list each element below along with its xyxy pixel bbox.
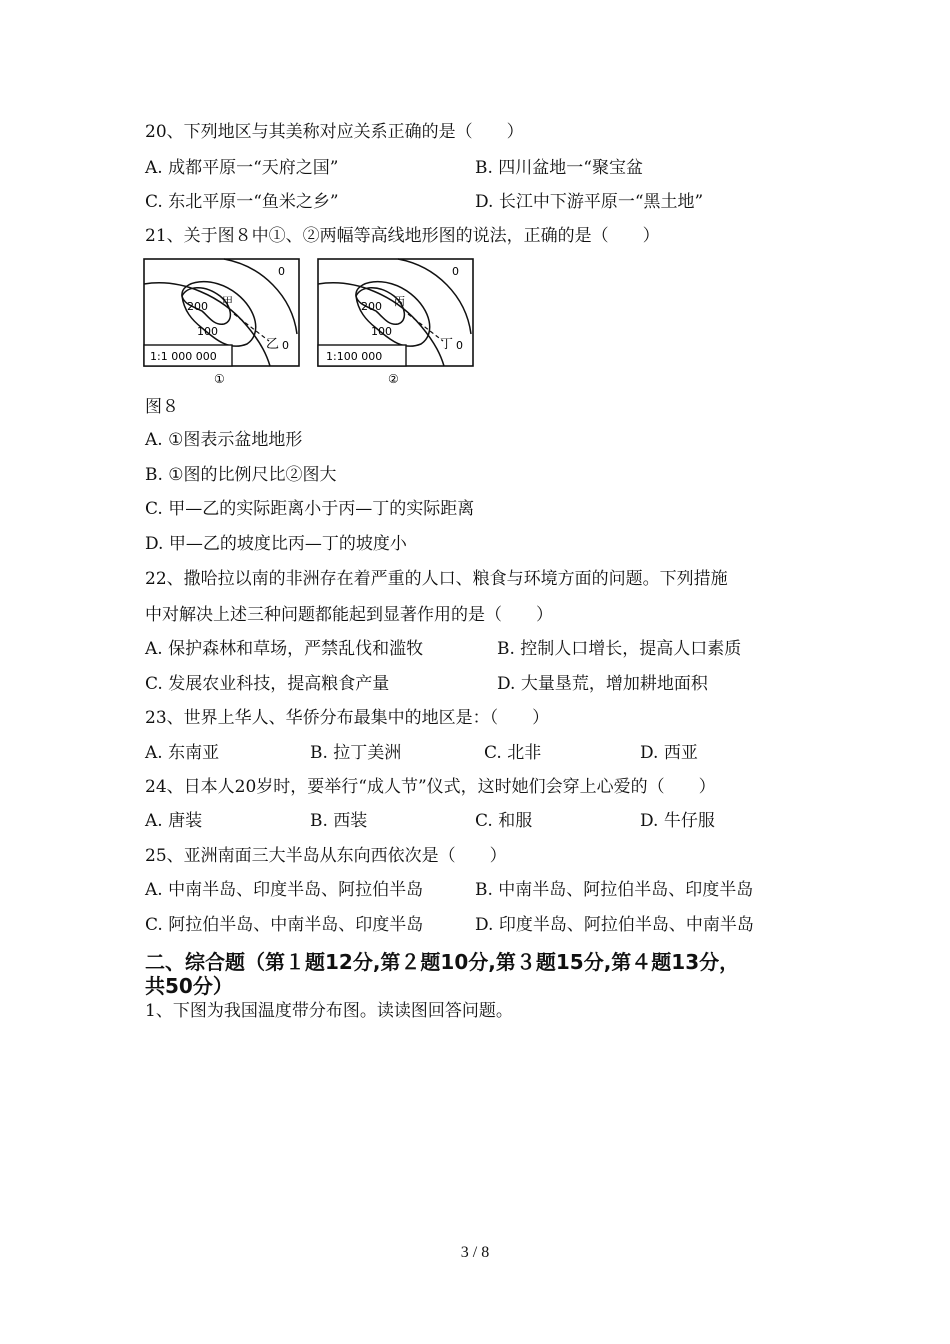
point-label-1: 丙 [394, 295, 405, 308]
q22-option-a: A. 保护森林和草场，严禁乱伐和滥牧 [145, 639, 424, 659]
map-scale: 1:100 000 [326, 350, 383, 363]
point-label-1: 甲 [222, 295, 233, 308]
q23-option-a: A. 东南亚 [145, 743, 220, 763]
point-label-2: 丁 [440, 337, 454, 352]
map-scale: 1:1 000 000 [150, 350, 217, 363]
contour-label-0-top: 0 [452, 265, 459, 278]
q25-option-c: C. 阿拉伯半岛、中南半岛、印度半岛 [145, 915, 424, 935]
q24-option-d: D. 牛仔服 [640, 811, 715, 831]
q22-option-d: D. 大量垦荒，增加耕地面积 [497, 674, 708, 694]
q20-option-a: A. 成都平原一“天府之国” [145, 158, 339, 178]
q21-option-b: B. ①图的比例尺比②图大 [145, 465, 337, 485]
page-number: 3 / 8 [460, 1244, 490, 1261]
q22-option-b: B. 控制人口增长，提高人口素质 [497, 639, 742, 659]
q24-option-b: B. 西装 [310, 811, 368, 831]
q25-option-b: B. 中南半岛、阿拉伯半岛、印度半岛 [475, 880, 754, 900]
contour-label-200: 200 [361, 300, 382, 313]
contour-label-100: 100 [371, 325, 392, 338]
contour-label-200: 200 [187, 300, 208, 313]
q21-option-a: A. ①图表示盆地地形 [145, 430, 303, 450]
q21-stem: 21、关于图８中①、②两幅等高线地形图的说法，正确的是（ ） [145, 226, 660, 246]
q22-option-c: C. 发展农业科技，提高粮食产量 [145, 674, 390, 694]
q24-option-c: C. 和服 [475, 811, 533, 831]
contour-label-0-bottom: 0 [282, 339, 289, 352]
q22-stem-line1: 22、撒哈拉以南的非洲存在着严重的人口、粮食与环境方面的问题。下列措施 [145, 569, 728, 589]
q20-stem: 20、下列地区与其美称对应关系正确的是（ ） [145, 122, 524, 142]
section-heading-line1: 二、综合题（第１题12分,第２题10分,第３题15分,第４题13分， [145, 950, 740, 974]
q20-option-d: D. 长江中下游平原一“黑土地” [475, 192, 704, 212]
q21-option-d: D. 甲—乙的坡度比丙—丁的坡度小 [145, 534, 407, 554]
figure-caption: 图８ [145, 397, 179, 417]
q25-option-a: A. 中南半岛、印度半岛、阿拉伯半岛 [145, 880, 424, 900]
q23-stem: 23、世界上华人、华侨分布最集中的地区是：（ ） [145, 708, 550, 728]
q20-option-b: B. 四川盆地一“聚宝盆 [475, 158, 643, 178]
q20-option-c: C. 东北平原一“鱼米之乡” [145, 192, 339, 212]
point-label-2: 乙 [266, 337, 280, 352]
q22-stem-line2: 中对解决上述三种问题都能起到显著作用的是（ ） [145, 605, 553, 625]
q25-stem: 25、亚洲南面三大半岛从东向西依次是（ ） [145, 846, 507, 866]
contour-map-1 [142, 256, 302, 390]
q25-option-d: D. 印度半岛、阿拉伯半岛、中南半岛 [475, 915, 754, 935]
contour-label-100: 100 [197, 325, 218, 338]
q23-option-b: B. 拉丁美洲 [310, 743, 402, 763]
q23-option-c: C. 北非 [484, 743, 542, 763]
map-number: ① [214, 372, 225, 386]
contour-map-2 [316, 256, 476, 390]
contour-label-0-top: 0 [278, 265, 285, 278]
contour-label-0-bottom: 0 [456, 339, 463, 352]
map-number: ② [388, 372, 399, 386]
q24-stem: 24、日本人20岁时，要举行“成人节”仪式，这时她们会穿上心爱的（ ） [145, 777, 716, 797]
section-heading-line2: 共50分） [145, 974, 233, 998]
q24-option-a: A. 唐装 [145, 811, 203, 831]
section2-q1-stem: 1、下图为我国温度带分布图。读读图回答问题。 [145, 1001, 513, 1021]
q21-option-c: C. 甲—乙的实际距离小于丙—丁的实际距离 [145, 499, 475, 519]
q23-option-d: D. 西亚 [640, 743, 698, 763]
